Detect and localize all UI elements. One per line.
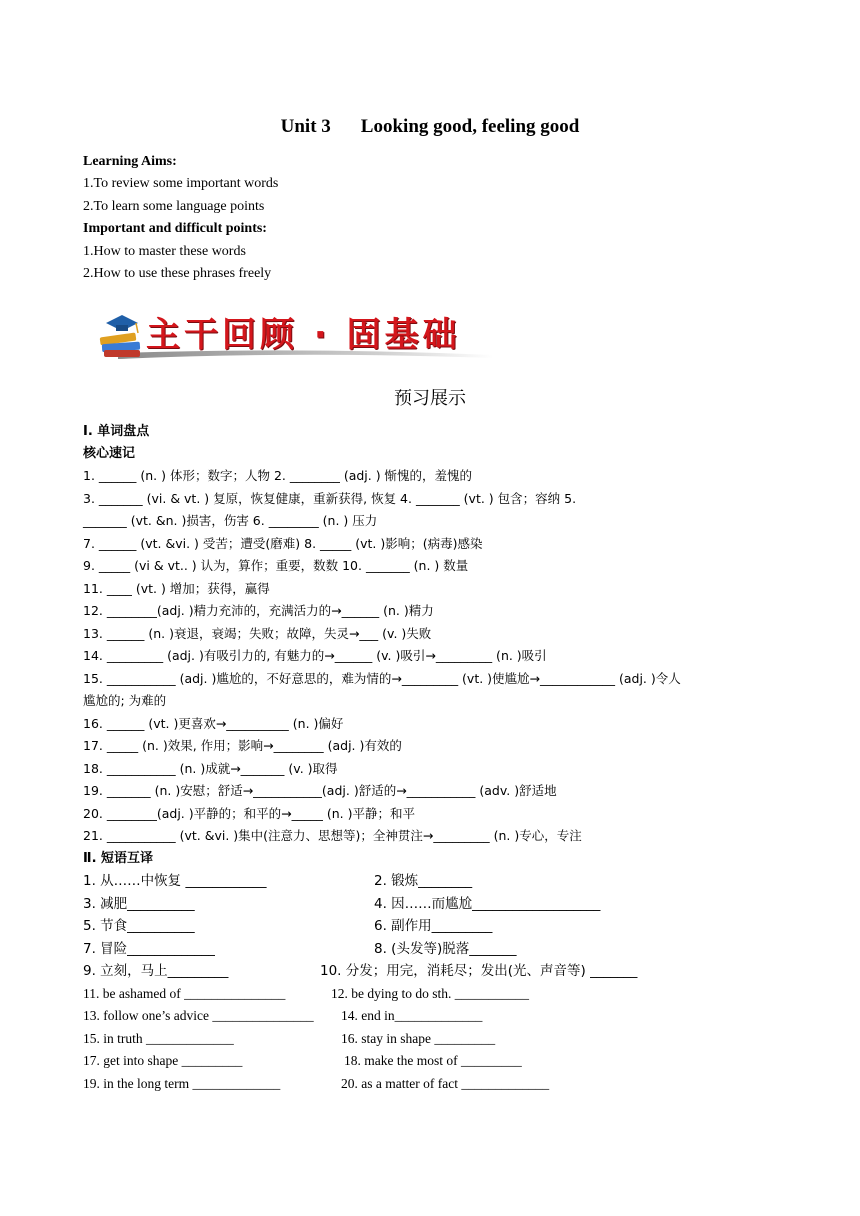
section-title: 预习展示	[394, 388, 466, 409]
phrase-row-4	[83, 938, 783, 961]
phrase-item: 9. 立刻，马上_________	[83, 963, 229, 979]
vocab-line-5: 9. _____ (vi & vt.. ) 认为，算作；重要，数数 10. _______ (n. ) 数量	[83, 558, 469, 573]
vocab-line-15: 19. _______ (n. )安慰；舒适→___________(adj. )舒适的→___________ (adv. )舒适地	[83, 783, 557, 798]
phrase-item: 17. get into shape _________	[83, 1053, 243, 1068]
vocab-line-8: 13. ______ (n. )衰退，衰竭；失败；故障，失灵→___ (v. )失败	[83, 625, 432, 641]
points-item-2: 2.How to use these phrases freely	[83, 266, 272, 281]
phrase-item: 6. 副作用_________	[374, 918, 493, 934]
phrase-item: 10. 分发；用完，消耗尽；发出(光、声音等) _______	[320, 963, 638, 979]
phrase-item: 1. 从……中恢复 ____________	[83, 873, 267, 889]
vocab-line-17: 21. ___________ (vt. &vi. )集中(注意力、思想等)；全神贯注→_________ (n. )专心，专注	[83, 828, 582, 843]
phrase-item: 13. follow one’s advice _______________	[83, 1008, 314, 1023]
phrase-item: 3. 减肥__________	[83, 896, 195, 912]
phrase-item: 20. as a matter of fact _____________	[341, 1076, 550, 1091]
banner-text: 主干回顾 · 固基础	[146, 315, 461, 355]
phrase-item: 7. 冒险_____________	[83, 941, 215, 957]
vocab-line-14: 18. ___________ (n. )成就→_______ (v. )取得	[83, 760, 338, 776]
page-title	[0, 116, 860, 138]
phrase-item: 5. 节食__________	[83, 918, 195, 934]
phrase-row-7	[83, 1005, 783, 1028]
points-item-1: 1.How to master these words	[83, 244, 246, 259]
vocab-line-9: 14. _________ (adj. )有吸引力的, 有魅力的→______ (v. )吸引→_________ (n. )吸引	[83, 648, 547, 663]
phrase-item: 15. in truth _____________	[83, 1031, 234, 1046]
vocab-line-13: 17. _____ (n. )效果, 作用；影响→________ (adj. )有效的	[83, 738, 402, 753]
vocab-line-7: 12. ________(adj. )精力充沛的，充满活力的→______ (n. )精力	[83, 603, 434, 618]
phrase-row-1	[83, 870, 783, 893]
aims-heading: Learning Aims:	[83, 154, 177, 169]
phrase-item: 18. make the most of _________	[344, 1053, 522, 1068]
part2-heading: Ⅱ. 短语互译	[83, 851, 154, 866]
part1-heading: Ⅰ. 单词盘点	[83, 424, 150, 439]
phrase-item: 12. be dying to do sth. ___________	[331, 986, 529, 1001]
vocab-list	[83, 465, 783, 848]
vocab-line-16: 20. ________(adj. )平静的；和平的→_____ (n. )平静；和平	[83, 805, 415, 821]
phrase-row-2	[83, 893, 783, 916]
phrase-row-10	[83, 1073, 783, 1096]
phrase-item: 4. 因……而尴尬___________________	[374, 896, 601, 912]
unit-title: Looking good, feeling good	[360, 116, 580, 137]
unit-label: Unit 3	[280, 116, 331, 137]
phrase-row-9	[83, 1050, 783, 1073]
phrase-row-6	[83, 983, 783, 1006]
vocab-line-2: 3. _______ (vi. & vt. ) 复原，恢复健康，重新获得, 恢复 4. _______ (vt. ) 包含；容纳 5.	[83, 490, 577, 506]
vocab-line-11: 尴尬的; 为难的	[83, 693, 167, 708]
aims-item-1: 1.To review some important words	[83, 176, 279, 191]
phrase-row-5	[83, 960, 783, 983]
phrase-item: 14. end in_____________	[341, 1008, 483, 1023]
vocab-line-1: 1. ______ (n. ) 体形；数字；人物 2. ________ (adj. ) 惭愧的，羞愧的	[83, 468, 473, 483]
part1-subheading: 核心速记	[83, 446, 136, 461]
section-banner	[98, 305, 493, 361]
vocab-line-10: 15. ___________ (adj. )尴尬的，不好意思的，难为情的→_________ (vt. )使尴尬→____________ (adj. )令人	[83, 670, 681, 686]
vocab-line-3: _______ (vt. &n. )损害，伤害 6. ________ (n. ) 压力	[83, 513, 378, 528]
vocab-line-6: 11. ____ (vt. ) 增加；获得，赢得	[83, 580, 270, 596]
phrase-item: 2. 锻炼________	[374, 873, 473, 889]
aims-item-2: 2.To learn some language points	[83, 199, 265, 214]
phrase-item: 19. in the long term _____________	[83, 1076, 281, 1091]
phrase-item: 11. be ashamed of _______________	[83, 986, 286, 1001]
phrase-row-3	[83, 915, 783, 938]
phrase-row-8	[83, 1028, 783, 1051]
phrase-item: 8. (头发等)脱落_______	[374, 941, 517, 957]
points-heading: Important and difficult points:	[83, 221, 267, 236]
phrase-item: 16. stay in shape _________	[341, 1031, 496, 1046]
vocab-line-4: 7. ______ (vt. &vi. ) 受苦；遭受(磨难) 8. _____ (vt. )影响；(病毒)感染	[83, 535, 483, 551]
vocab-line-12: 16. ______ (vt. )更喜欢→__________ (n. )偏好	[83, 715, 344, 731]
